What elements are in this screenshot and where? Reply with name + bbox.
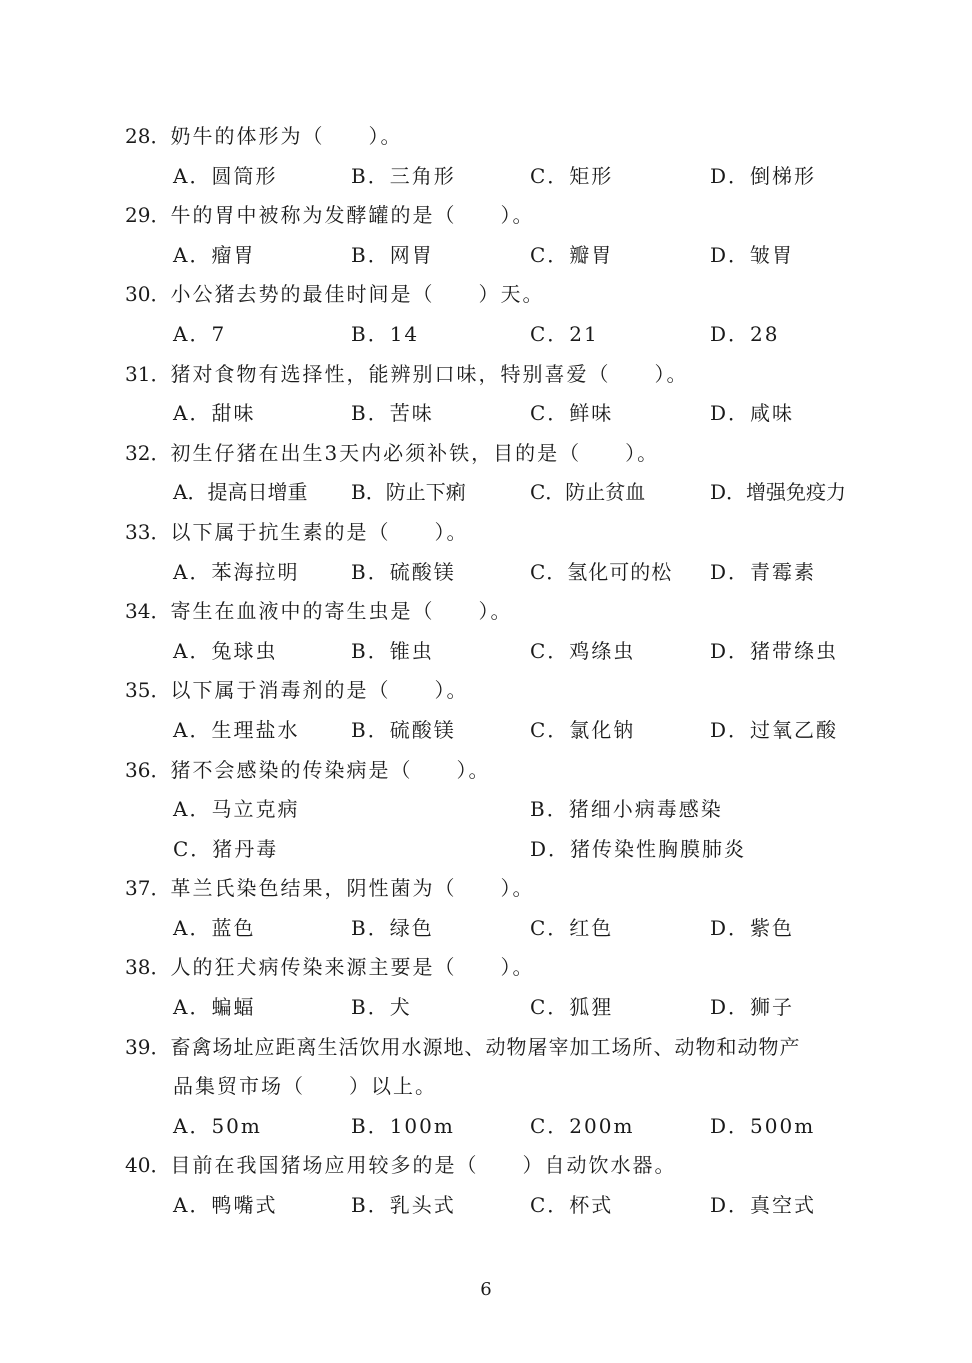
option-a: A．提高日增重 (173, 480, 308, 505)
option-c: C．防止贫血 (530, 480, 646, 505)
option-b: B．14 (351, 321, 420, 346)
option-d: D．咸味 (710, 401, 795, 426)
option-d: D．猪带绦虫 (710, 638, 839, 663)
option-d: D．紫色 (710, 915, 795, 940)
question-37-options (125, 909, 855, 949)
question-39-stem-continued: 品集贸市场（ ）以上。 (173, 1074, 437, 1099)
option-b: B．犬 (351, 995, 412, 1020)
option-b: B．防止下痢 (351, 480, 466, 505)
option-c: C．猪丹毒 (173, 836, 279, 861)
option-b: B．三角形 (351, 163, 456, 188)
question-38-options (125, 988, 855, 1028)
option-a: A．圆筒形 (173, 163, 278, 188)
option-d: D．青霉素 (710, 559, 817, 584)
option-b: B．绿色 (351, 915, 434, 940)
option-c: C．21 (530, 321, 599, 346)
option-b: B．苦味 (351, 401, 434, 426)
question-39-stem: 39．畜禽场址应距离生活饮用水源地、动物屠宰加工场所、动物和动物产 (125, 1034, 801, 1059)
question-35-options (125, 711, 855, 751)
option-d: D．过氧乙酸 (710, 717, 839, 742)
option-d: D．增强免疫力 (710, 480, 847, 505)
question-36-stem: 36．猪不会感染的传染病是（ ）。 (125, 757, 491, 782)
option-c: C．200m (530, 1113, 635, 1138)
option-a: A．鸭嘴式 (173, 1193, 278, 1218)
question-28-stem: 28．奶牛的体形为（ ）。 (125, 124, 403, 148)
option-c: C．鸡绦虫 (530, 638, 636, 663)
question-33-options (125, 553, 855, 593)
question-35-stem: 35．以下属于消毒剂的是（ ）。 (125, 678, 469, 703)
question-list (125, 117, 855, 1226)
question-39-options (125, 1107, 855, 1147)
option-d: D．狮子 (710, 995, 795, 1020)
question-31-options (125, 394, 855, 434)
option-a: A．蓝色 (173, 915, 256, 940)
option-a: A．瘤胃 (173, 242, 256, 267)
option-c: C．鲜味 (530, 401, 614, 426)
option-a: A．马立克病 (173, 797, 300, 822)
option-c: C．矩形 (530, 163, 614, 188)
option-d: D．倒梯形 (710, 163, 817, 188)
question-29-options (125, 236, 855, 276)
question-38-stem: 38．人的狂犬病传染来源主要是（ ）。 (125, 955, 535, 980)
option-b: B．硫酸镁 (351, 559, 456, 584)
option-b: B．乳头式 (351, 1193, 456, 1218)
question-37-stem: 37．革兰氏染色结果，阴性菌为（ ）。 (125, 876, 535, 901)
option-d: D．猪传染性胸膜肺炎 (530, 836, 747, 861)
option-c: C．狐狸 (530, 995, 614, 1020)
option-b: B．网胃 (351, 242, 434, 267)
question-30-options (125, 315, 855, 355)
question-34-options (125, 632, 855, 672)
option-a: A．兔球虫 (173, 638, 278, 663)
option-b: B．猪细小病毒感染 (530, 797, 723, 822)
option-a: A．苯海拉明 (173, 559, 300, 584)
question-29-stem: 29．牛的胃中被称为发酵罐的是（ ）。 (125, 203, 535, 228)
option-d: D．皱胃 (710, 242, 795, 267)
option-a: A．甜味 (173, 401, 256, 426)
question-28-options (125, 157, 855, 197)
option-b: B．硫酸镁 (351, 717, 456, 742)
question-34-stem: 34．寄生在血液中的寄生虫是（ ）。 (125, 599, 513, 624)
question-40-stem: 40．目前在我国猪场应用较多的是（ ）自动饮水器。 (125, 1153, 677, 1178)
question-33-stem: 33．以下属于抗生素的是（ ）。 (125, 519, 469, 544)
question-32-options (125, 473, 855, 513)
option-c: C．瓣胃 (530, 242, 614, 267)
option-c: C．杯式 (530, 1193, 614, 1218)
option-d: D．28 (710, 321, 780, 346)
option-b: B．锥虫 (351, 638, 434, 663)
option-d: D．真空式 (710, 1193, 817, 1218)
option-a: A．生理盐水 (173, 717, 300, 742)
question-36-options-row-1 (125, 790, 855, 830)
question-30-stem: 30．小公猪去势的最佳时间是（ ）天。 (125, 282, 545, 307)
option-c: C．氯化钠 (530, 717, 636, 742)
option-c: C．红色 (530, 915, 614, 940)
option-a: A．蝙蝠 (173, 995, 256, 1020)
option-a: A．7 (173, 321, 227, 346)
page-number: 6 (480, 1279, 492, 1300)
option-c: C．氢化可的松 (530, 559, 673, 584)
question-32-stem: 32．初生仔猪在出生3天内必须补铁，目的是（ ）。 (125, 440, 660, 465)
question-40-options (125, 1186, 855, 1226)
option-a: A．50m (173, 1113, 262, 1138)
question-31-stem: 31．猪对食物有选择性，能辨别口味，特别喜爱（ ）。 (125, 361, 689, 386)
option-d: D．500m (710, 1113, 816, 1138)
question-36-options-row-2 (125, 830, 855, 870)
option-b: B．100m (351, 1113, 455, 1138)
